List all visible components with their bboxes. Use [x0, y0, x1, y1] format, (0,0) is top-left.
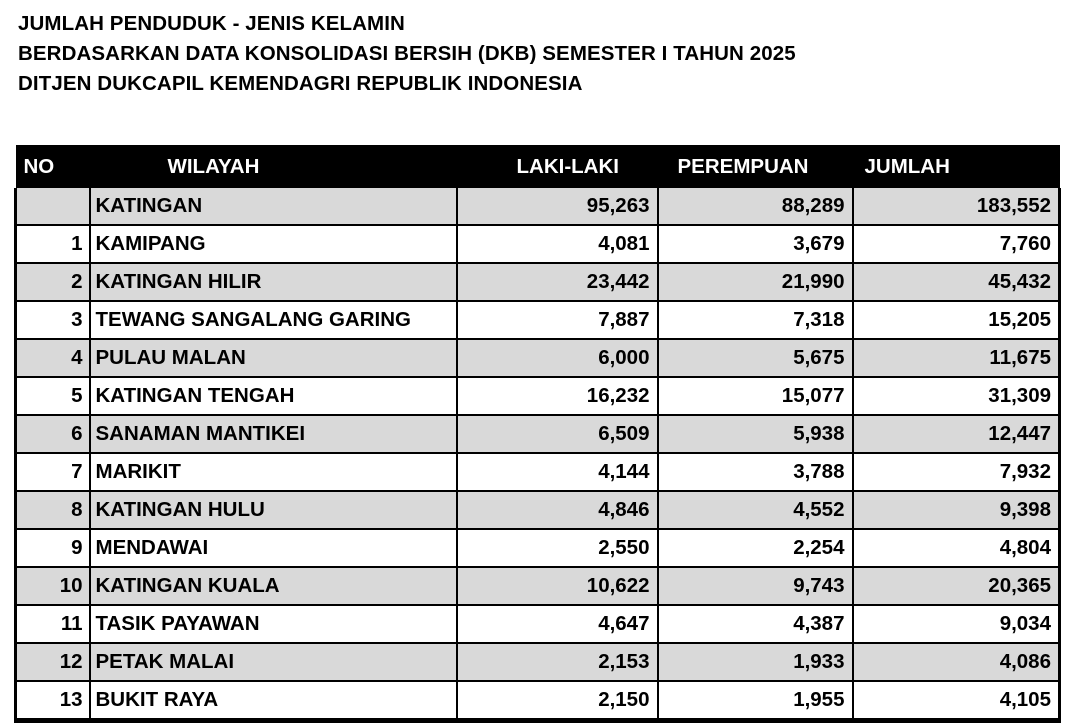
report-title-line-3: DITJEN DUKCAPIL KEMENDAGRI REPUBLIK INDONESIA	[18, 72, 583, 95]
table-row	[16, 339, 1060, 377]
report-title-block	[18, 9, 1048, 99]
cell-jumlah: 20,365	[853, 567, 1060, 605]
table-header	[16, 145, 1060, 188]
cell-no: 4	[16, 339, 90, 377]
cell-perempuan: 1,933	[658, 643, 853, 681]
cell-perempuan: 5,675	[658, 339, 853, 377]
cell-no: 6	[16, 415, 90, 453]
table-row	[16, 225, 1060, 263]
table-row	[16, 301, 1060, 339]
cell-perempuan: 21,990	[658, 263, 853, 301]
cell-no	[16, 188, 90, 225]
report-title-line-1: JUMLAH PENDUDUK - JENIS KELAMIN	[18, 12, 405, 35]
cell-laki-laki: 4,081	[457, 225, 658, 263]
cell-wilayah: KATINGAN	[90, 188, 457, 225]
cell-jumlah: 4,804	[853, 529, 1060, 567]
cell-no: 5	[16, 377, 90, 415]
cell-wilayah: KAMIPANG	[90, 225, 457, 263]
cell-perempuan: 1,955	[658, 681, 853, 721]
cell-no: 1	[16, 225, 90, 263]
column-header-wilayah: WILAYAH	[90, 145, 457, 188]
cell-perempuan: 15,077	[658, 377, 853, 415]
cell-perempuan: 88,289	[658, 188, 853, 225]
cell-wilayah: SANAMAN MANTIKEI	[90, 415, 457, 453]
cell-jumlah: 4,086	[853, 643, 1060, 681]
table-row	[16, 567, 1060, 605]
cell-laki-laki: 4,846	[457, 491, 658, 529]
cell-laki-laki: 4,144	[457, 453, 658, 491]
cell-jumlah: 15,205	[853, 301, 1060, 339]
column-header-laki-laki: LAKI-LAKI	[457, 145, 658, 188]
table-row	[16, 453, 1060, 491]
cell-no: 9	[16, 529, 90, 567]
cell-laki-laki: 10,622	[457, 567, 658, 605]
cell-no: 7	[16, 453, 90, 491]
cell-laki-laki: 2,153	[457, 643, 658, 681]
table-header-row	[16, 145, 1060, 188]
cell-jumlah: 12,447	[853, 415, 1060, 453]
cell-laki-laki: 7,887	[457, 301, 658, 339]
cell-perempuan: 2,254	[658, 529, 853, 567]
cell-jumlah: 31,309	[853, 377, 1060, 415]
cell-perempuan: 5,938	[658, 415, 853, 453]
cell-wilayah: MARIKIT	[90, 453, 457, 491]
cell-wilayah: TEWANG SANGALANG GARING	[90, 301, 457, 339]
cell-jumlah: 183,552	[853, 188, 1060, 225]
cell-jumlah: 7,932	[853, 453, 1060, 491]
table-body	[16, 188, 1060, 721]
population-table-wrapper	[14, 145, 1058, 723]
cell-no: 13	[16, 681, 90, 721]
cell-laki-laki: 2,150	[457, 681, 658, 721]
cell-wilayah: PULAU MALAN	[90, 339, 457, 377]
cell-laki-laki: 16,232	[457, 377, 658, 415]
cell-perempuan: 4,552	[658, 491, 853, 529]
cell-no: 11	[16, 605, 90, 643]
cell-wilayah: TASIK PAYAWAN	[90, 605, 457, 643]
column-header-no: NO	[16, 145, 90, 188]
cell-wilayah: BUKIT RAYA	[90, 681, 457, 721]
cell-perempuan: 3,679	[658, 225, 853, 263]
report-title-line-2: BERDASARKAN DATA KONSOLIDASI BERSIH (DKB) SEMESTER I TAHUN 2025	[18, 42, 796, 65]
table-row	[16, 491, 1060, 529]
cell-jumlah: 4,105	[853, 681, 1060, 721]
cell-no: 8	[16, 491, 90, 529]
cell-jumlah: 9,034	[853, 605, 1060, 643]
table-row	[16, 377, 1060, 415]
cell-jumlah: 7,760	[853, 225, 1060, 263]
cell-jumlah: 11,675	[853, 339, 1060, 377]
cell-laki-laki: 23,442	[457, 263, 658, 301]
cell-perempuan: 3,788	[658, 453, 853, 491]
cell-wilayah: PETAK MALAI	[90, 643, 457, 681]
cell-laki-laki: 6,509	[457, 415, 658, 453]
population-table	[14, 145, 1061, 723]
cell-jumlah: 9,398	[853, 491, 1060, 529]
cell-no: 10	[16, 567, 90, 605]
cell-no: 2	[16, 263, 90, 301]
cell-wilayah: KATINGAN TENGAH	[90, 377, 457, 415]
cell-no: 12	[16, 643, 90, 681]
column-header-perempuan: PEREMPUAN	[658, 145, 853, 188]
cell-laki-laki: 6,000	[457, 339, 658, 377]
table-row	[16, 263, 1060, 301]
cell-laki-laki: 2,550	[457, 529, 658, 567]
table-row	[16, 681, 1060, 721]
table-row	[16, 188, 1060, 225]
cell-wilayah: KATINGAN HULU	[90, 491, 457, 529]
table-row	[16, 605, 1060, 643]
cell-wilayah: MENDAWAI	[90, 529, 457, 567]
cell-perempuan: 4,387	[658, 605, 853, 643]
cell-no: 3	[16, 301, 90, 339]
cell-perempuan: 7,318	[658, 301, 853, 339]
cell-wilayah: KATINGAN HILIR	[90, 263, 457, 301]
cell-laki-laki: 95,263	[457, 188, 658, 225]
cell-laki-laki: 4,647	[457, 605, 658, 643]
column-header-jumlah: JUMLAH	[853, 145, 1060, 188]
table-row	[16, 643, 1060, 681]
table-row	[16, 529, 1060, 567]
table-row	[16, 415, 1060, 453]
cell-jumlah: 45,432	[853, 263, 1060, 301]
cell-perempuan: 9,743	[658, 567, 853, 605]
cell-wilayah: KATINGAN KUALA	[90, 567, 457, 605]
